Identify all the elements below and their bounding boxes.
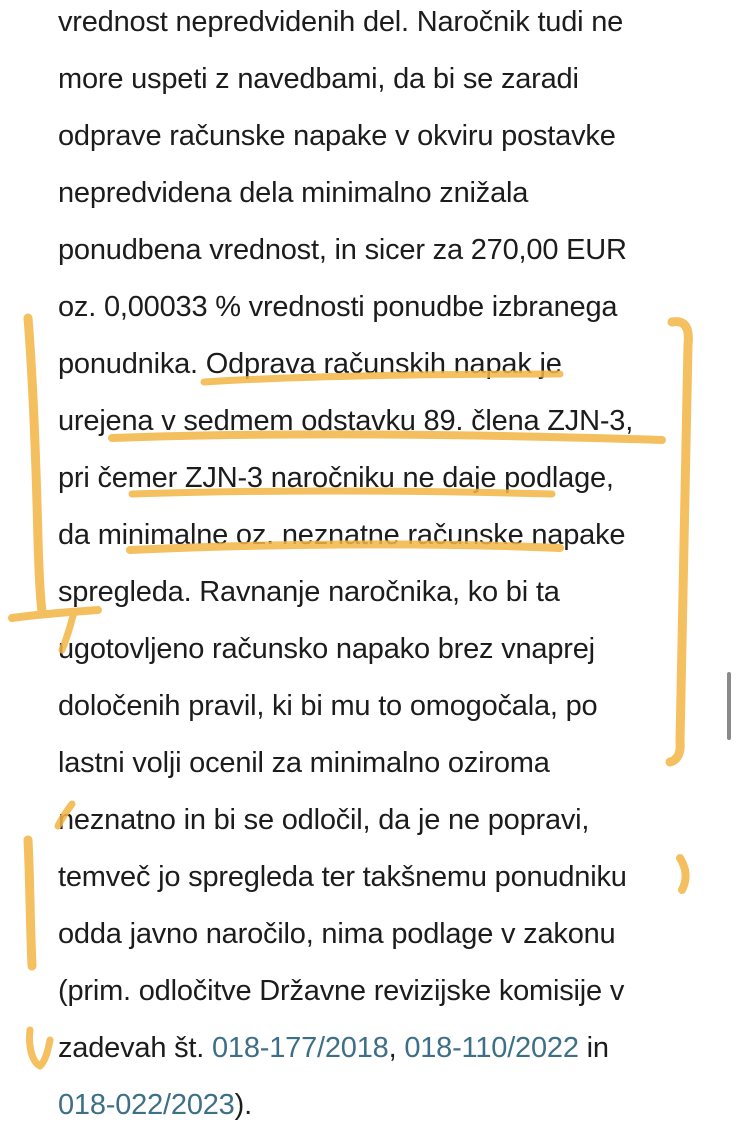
text-line: da minimalne oz. neznatne računske napake xyxy=(58,519,626,551)
text-line: odprave računske napake v okviru postavke xyxy=(58,120,616,152)
text-line: nepredvidena dela minimalno znižala xyxy=(58,177,529,209)
line-prefix: zadevah št. xyxy=(58,1032,212,1064)
link-018-022-2023[interactable]: 018-022/2023 xyxy=(58,1089,235,1121)
right-bracket-mark xyxy=(670,322,688,762)
link-018-110-2022[interactable]: 018-110/2022 xyxy=(404,1032,579,1064)
text-line: lastni volji ocenil za minimalno oziroma xyxy=(58,747,550,779)
left-bracket-top-mark xyxy=(28,318,42,612)
text-line: odda javno naročilo, nima podlage v zakonu xyxy=(58,918,616,950)
right-tick-mark xyxy=(680,858,686,890)
checkmark-mark xyxy=(29,1030,50,1066)
text-line: pri čemer ZJN-3 naročniku ne daje podlage, xyxy=(58,462,614,494)
text-line: temveč jo spregleda ter takšnemu ponudniku xyxy=(58,861,627,893)
text-line: ponudbena vrednost, in sicer za 270,00 EUR xyxy=(58,234,627,266)
text-line: spregleda. Ravnanje naročnika, ko bi ta xyxy=(58,576,560,608)
text-line-with-links xyxy=(58,1085,252,1125)
line-suffix: in xyxy=(578,1032,609,1064)
text-line: urejena v sedmem odstavku 89. člena ZJN-3, xyxy=(58,405,634,437)
scroll-indicator[interactable] xyxy=(727,672,731,740)
text-line: more uspeti z navedbami, da bi se zaradi xyxy=(58,63,579,95)
text-line: vrednost nepredvidenih del. Naročnik tudi ne xyxy=(58,6,624,38)
link-separator: , xyxy=(388,1032,405,1064)
text-line: neznatno in bi se odločil, da je ne popravi, xyxy=(58,804,590,836)
text-line: ugotovljeno računsko napako brez vnaprej xyxy=(58,633,595,665)
text-line: (prim. odločitve Državne revizijske komisije v xyxy=(58,975,625,1007)
text-line-with-links xyxy=(58,1028,609,1068)
text-line: oz. 0,00033 % vrednosti ponudbe izbranega xyxy=(58,291,618,323)
text-line: določenih pravil, ki bi mu to omogočala, po xyxy=(58,690,598,722)
left-bracket-bottom-mark xyxy=(28,840,32,966)
link-018-177-2018[interactable]: 018-177/2018 xyxy=(211,1032,389,1064)
line-suffix: ). xyxy=(234,1089,252,1121)
text-line: ponudnika. Odprava računskih napak je xyxy=(58,348,562,380)
